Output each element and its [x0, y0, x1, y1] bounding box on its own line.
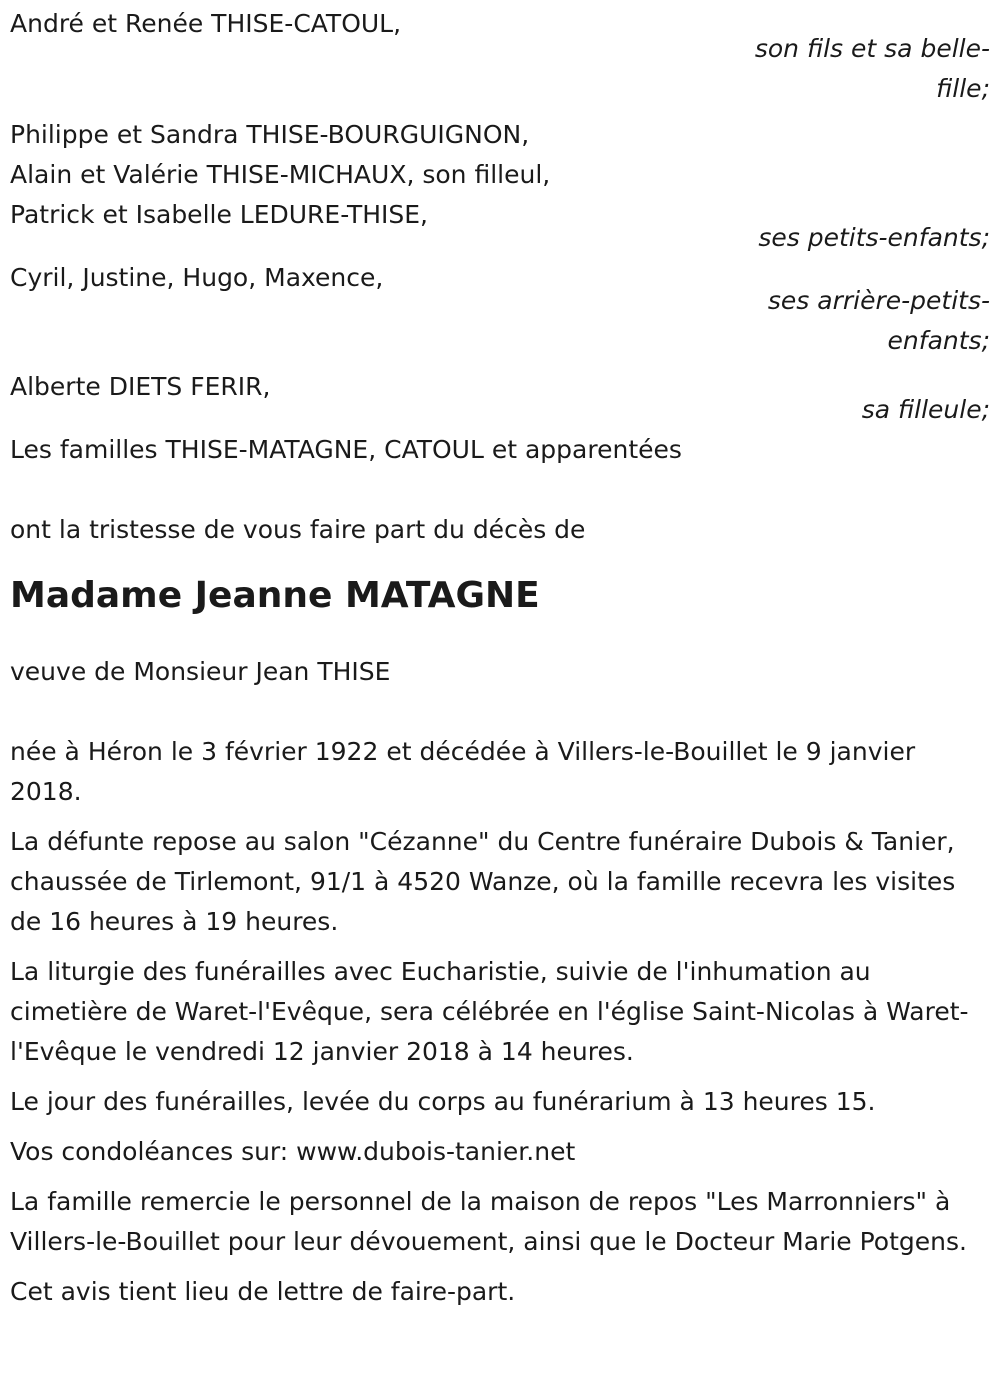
relation-line: sa filleule; — [861, 395, 990, 424]
viewing-paragraph: La défunte repose au salon "Cézanne" du Centre funéraire Dubois & Tanier, chaussée de Tirlemont, 91/1 à 4520 Wanze, où la famille recevra les visites de 16 heures à 19 heures. — [10, 827, 956, 936]
birth-death-paragraph: née à Héron le 3 février 1922 et décédée à Villers-le-Bouillet le 9 janvier 2018. — [10, 737, 916, 806]
relation-line: ses arrière-petits- — [767, 286, 990, 315]
family-names-line: Patrick et Isabelle LEDURE-THISE, — [10, 200, 429, 229]
relation-line: fille; — [936, 74, 990, 103]
deceased-name: Madame Jeanne MATAGNE — [10, 575, 540, 616]
family-names-line: Cyril, Justine, Hugo, Maxence, — [10, 263, 384, 292]
family-names-line: André et Renée THISE-CATOUL, — [10, 9, 402, 38]
relation-line: enfants; — [887, 326, 990, 355]
family-names-line: Alain et Valérie THISE-MICHAUX, son filleul, — [10, 160, 551, 189]
family-group-son — [10, 4, 990, 109]
liturgy-paragraph: La liturgie des funérailles avec Eucharistie, suivie de l'inhumation au cimetière de Waret-l'Evêque, sera célébrée en l'église Saint-Nicolas à Waret-l'Evêque le vendredi 12 janvier 2018 à 14 heures. — [10, 957, 969, 1066]
relation-line: ses petits-enfants; — [758, 223, 990, 252]
family-group-grandchildren — [10, 115, 990, 258]
closing-paragraph: Cet avis tient lieu de lettre de faire-part. — [10, 1277, 516, 1306]
family-names-line: Philippe et Sandra THISE-BOURGUIGNON, — [10, 120, 530, 149]
family-names-line: Alberte DIETS FERIR, — [10, 372, 271, 401]
widow-of-text: veuve de Monsieur Jean THISE — [10, 657, 391, 686]
funeral-day-paragraph: Le jour des funérailles, levée du corps au funérarium à 13 heures 15. — [10, 1087, 876, 1116]
relation-line: son fils et sa belle- — [754, 34, 990, 63]
condolences-paragraph: Vos condoléances sur: www.dubois-tanier.net — [10, 1137, 576, 1166]
families-line: Les familles THISE-MATAGNE, CATOUL et apparentées — [10, 435, 682, 464]
family-group-goddaughter — [10, 367, 990, 430]
family-group-great-grandchildren — [10, 258, 990, 361]
thanks-paragraph: La famille remercie le personnel de la maison de repos "Les Marronniers" à Villers-le-Bouillet pour leur dévouement, ainsi que le Docteur Marie Potgens. — [10, 1187, 967, 1256]
announcement-text: ont la tristesse de vous faire part du décès de — [10, 515, 586, 544]
